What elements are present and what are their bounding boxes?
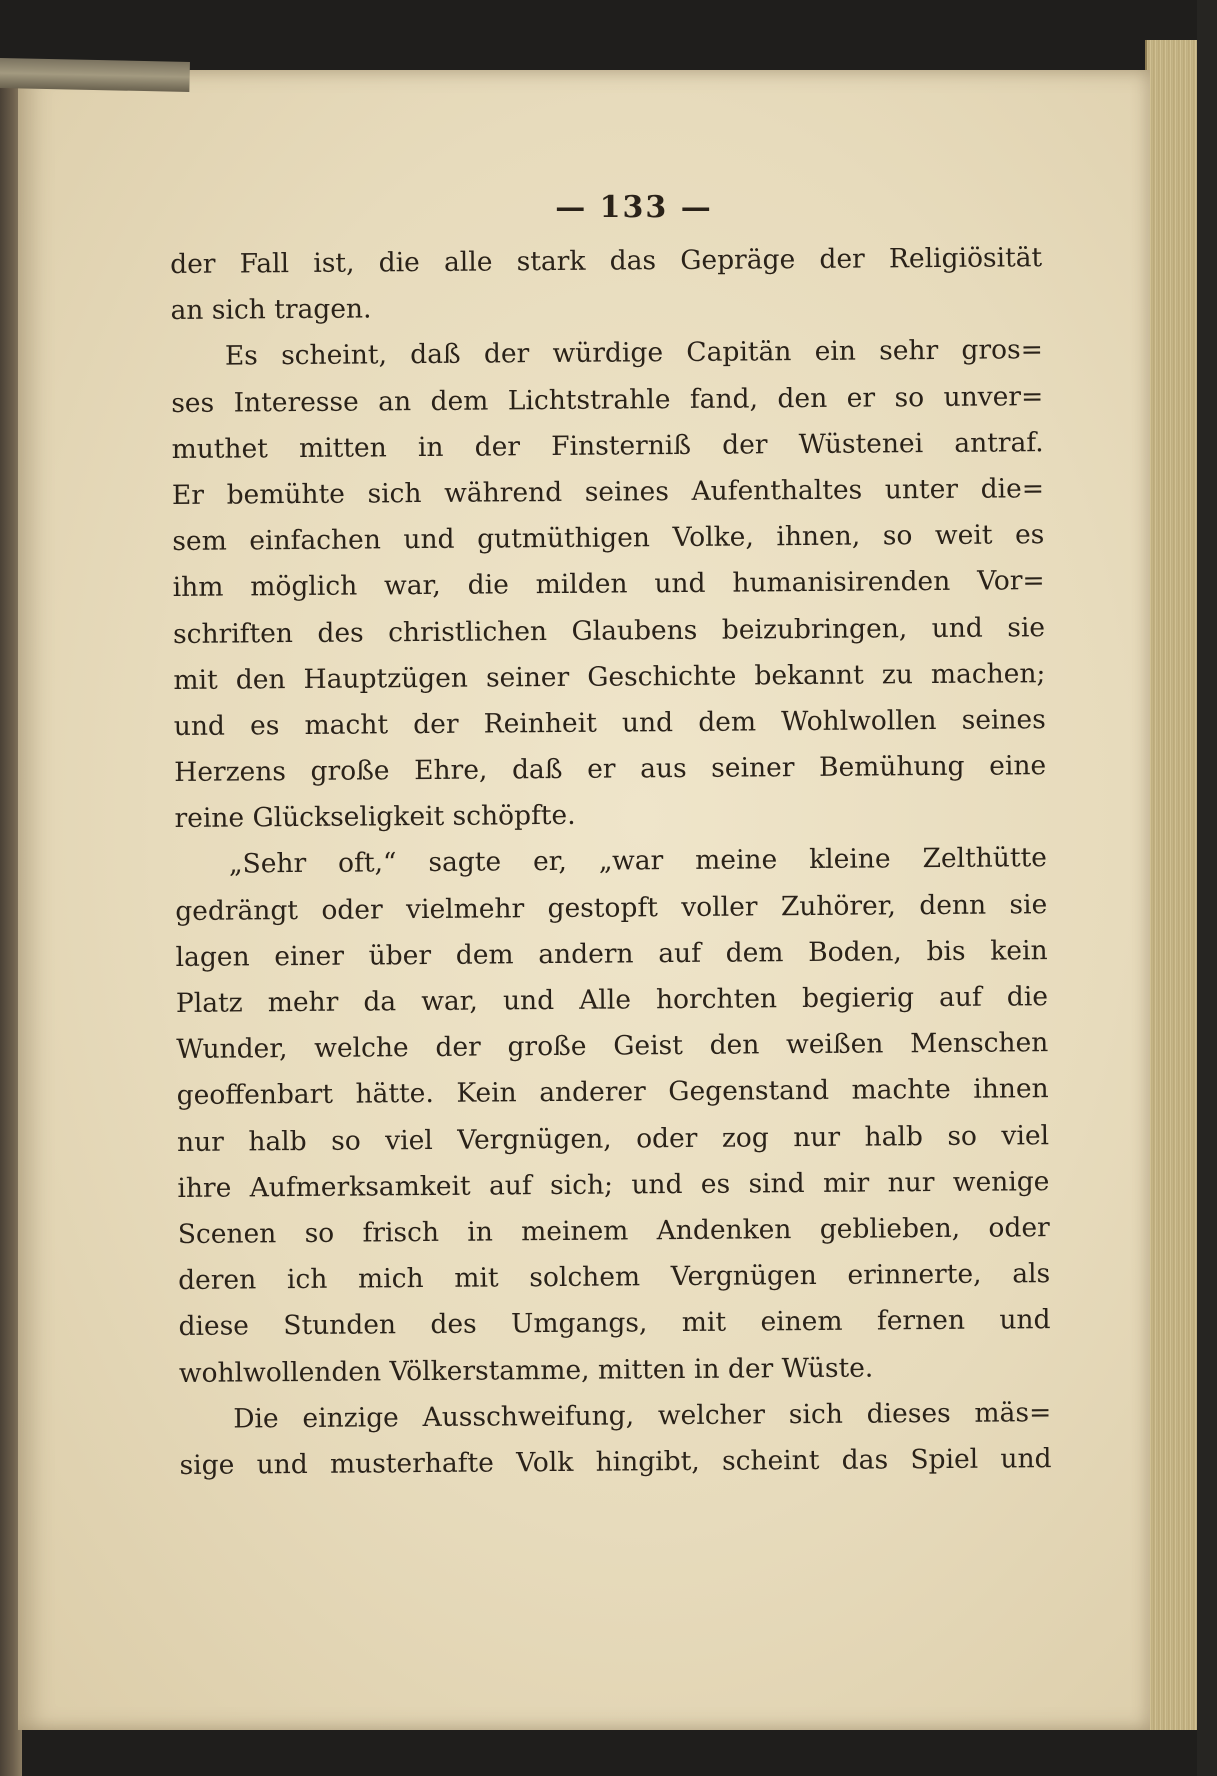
- text-line: nur halb so viel Vergnügen, oder zog nur halb so viel: [176, 1119, 1050, 1158]
- text-line: ihm möglich war, die milden und humanisirenden Vor=: [172, 565, 1045, 604]
- page-body-text: [170, 235, 1052, 1489]
- text-line: Er bemühte sich während seines Aufenthaltes unter die=: [171, 473, 1045, 511]
- text-line: ses Interesse an dem Lichtstrahle fand, den er so unver=: [171, 380, 1044, 419]
- text-line: schriften des christlichen Glaubens beizubringen, und sie: [172, 611, 1046, 650]
- text-line: sige und musterhafte Volk hingibt, scheint das Spiel und: [179, 1442, 1052, 1481]
- text-line: Wunder, welche der große Geist den weißen Menschen: [176, 1027, 1049, 1066]
- text-line: Es scheint, daß der würdige Capitän ein sehr gros=: [224, 334, 1043, 372]
- text-line: und es macht der Reinheit und dem Wohlwollen seines: [173, 704, 1046, 742]
- text-line: diese Stunden des Umgangs, mit einem fernen und: [178, 1304, 1051, 1343]
- background-edge: [1197, 0, 1217, 1776]
- text-line: lagen einer über dem andern auf dem Boden, bis kein: [175, 934, 1048, 973]
- text-line: an sich tragen.: [170, 293, 372, 327]
- text-line: Platz mehr da war, und Alle horchten begierig auf die: [175, 981, 1049, 1019]
- text-line: muthet mitten in der Finsterniß der Wüstenei antraf.: [171, 426, 1044, 465]
- text-line: deren ich mich mit solchem Vergnügen erinnerte, als: [178, 1258, 1051, 1297]
- text-line: wohlwollenden Völkerstamme, mitten in der Wüste.: [178, 1352, 874, 1389]
- text-line: gedrängt oder vielmehr gestopft voller Zuhörer, denn sie: [175, 888, 1048, 927]
- text-line: der Fall ist, die alle stark das Gepräge der Religiösität: [170, 242, 1043, 280]
- binding-tape: [0, 58, 190, 92]
- text-line: sem einfachen und gutmüthigen Volke, ihnen, so weit es: [172, 519, 1045, 558]
- text-line: Scenen so frisch in meinem Andenken geblieben, oder: [177, 1212, 1050, 1250]
- page-number: — 133 —: [555, 190, 713, 225]
- text-line: „Sehr oft,“ sagte er, „war meine kleine Zelthütte: [228, 842, 1047, 880]
- text-line: Herzens große Ehre, daß er aus seiner Bemühung eine: [174, 750, 1047, 789]
- text-line: mit den Hauptzügen seiner Geschichte bekannt zu machen;: [173, 657, 1046, 696]
- text-line: Die einzige Ausschweifung, welcher sich dieses mäs=: [233, 1396, 1052, 1435]
- text-line: geoffenbart hätte. Kein anderer Gegenstand machte ihnen: [176, 1073, 1049, 1112]
- book-page: [18, 70, 1150, 1730]
- text-line: reine Glückseligkeit schöpfte.: [174, 800, 576, 835]
- text-line: ihre Aufmerksamkeit auf sich; und es sind mir nur wenige: [177, 1165, 1050, 1204]
